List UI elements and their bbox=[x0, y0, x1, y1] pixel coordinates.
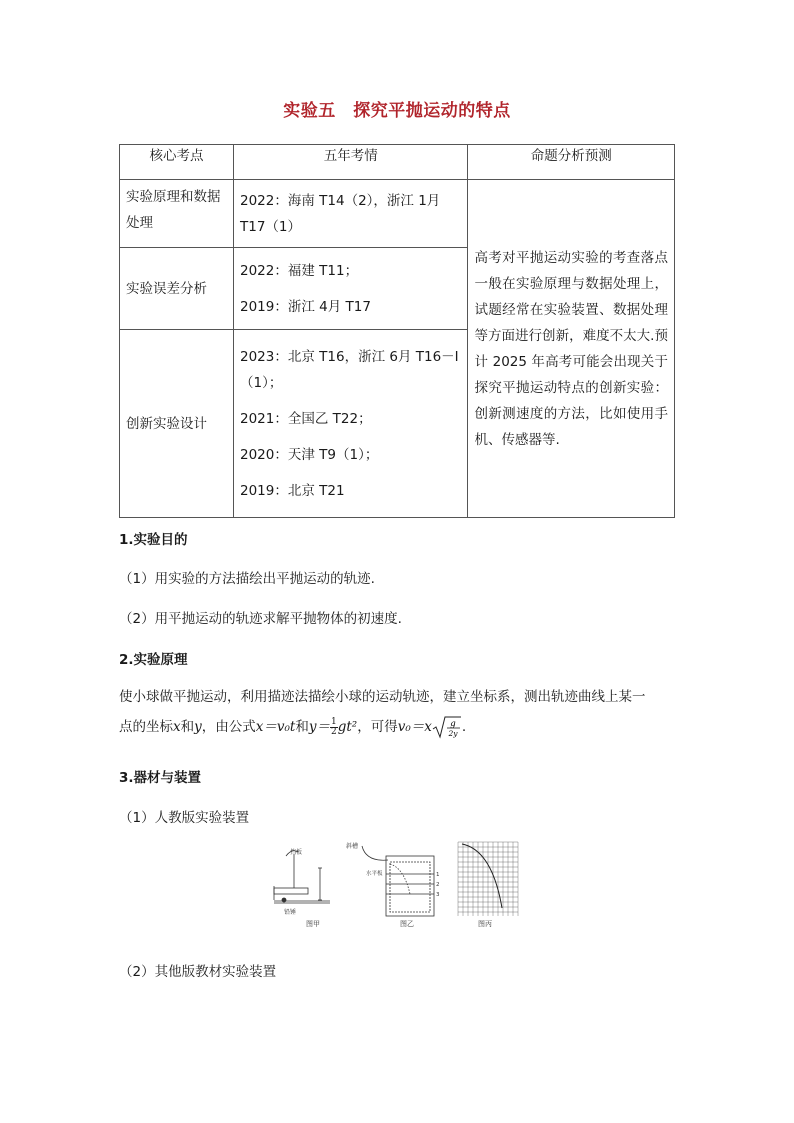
label-n1: 1 bbox=[436, 872, 440, 878]
apparatus-figure bbox=[270, 838, 530, 938]
exam-entry: 2022：福建 T11； bbox=[240, 262, 359, 279]
math-var: y bbox=[194, 719, 202, 735]
label-rod: 铅锤 bbox=[284, 909, 297, 916]
label-slope: 斜槽 bbox=[346, 843, 359, 850]
topic-cell: 创新实验设计 bbox=[120, 330, 234, 518]
section-heading-purpose: 1.实验目的 bbox=[119, 532, 188, 548]
sqrt-icon bbox=[432, 715, 462, 739]
section-heading-principle: 2.实验原理 bbox=[119, 652, 188, 668]
page-title: 实验五 探究平抛运动的特点 bbox=[283, 101, 511, 121]
equipment-sub1: （1）人教版实验装置 bbox=[119, 810, 250, 826]
section-heading-equipment: 3.器材与装置 bbox=[119, 770, 202, 786]
principle-line: 使小球做平抛运动，利用描迹法描绘小球的运动轨迹，建立坐标系，测出轨迹曲线上某一 bbox=[119, 689, 646, 705]
svg-text:2y: 2y bbox=[448, 729, 458, 738]
formula-x: x＝v₀t bbox=[255, 719, 296, 735]
header-five-year: 五年考情 bbox=[234, 145, 468, 180]
math-var: x bbox=[173, 719, 181, 735]
topic-cell: 实验误差分析 bbox=[120, 248, 234, 330]
label-n2: 2 bbox=[436, 882, 440, 888]
exam-entry: 2019：北京 T21 bbox=[240, 482, 345, 499]
exam-entry: 2021：全国乙 T22； bbox=[240, 410, 372, 427]
topic-cell: 实验原理和数据处理 bbox=[120, 180, 234, 248]
label-baffle: 挡板 bbox=[290, 849, 303, 856]
table-header-row bbox=[120, 145, 675, 180]
label-board: 水平板 bbox=[366, 871, 383, 877]
label-n3: 3 bbox=[436, 892, 440, 898]
text-span: 和 bbox=[180, 719, 195, 735]
formula-y-rhs: gt² bbox=[337, 719, 358, 735]
exam-entry: 2022：海南 T14（2），浙江 1月 T17（1） bbox=[240, 192, 441, 235]
table-row bbox=[120, 180, 675, 248]
purpose-item: （2）用平抛运动的轨迹求解平抛物体的初速度. bbox=[119, 611, 402, 627]
figure-a bbox=[274, 851, 330, 903]
purpose-item: （1）用实验的方法描绘出平抛运动的轨迹. bbox=[119, 571, 375, 587]
label-fig-a: 图甲 bbox=[306, 920, 320, 928]
prediction-cell: 高考对平抛运动实验的考查落点一般在实验原理与数据处理上，试题经常在实验装置、数据处理等方面进行创新，难度不太大.预计 2025 年高考可能会出现关于探究平抛运动特点的创新实验：创新测速度的方法，比如使用手机、传感器等. bbox=[468, 180, 675, 518]
svg-text:g: g bbox=[450, 719, 456, 729]
sqrt-expression bbox=[432, 712, 462, 742]
figure-b bbox=[362, 846, 434, 916]
exam-entry: 2023：北京 T16，浙江 6月 T16－Ⅰ（1）； bbox=[240, 348, 459, 391]
exam-cell bbox=[234, 330, 468, 518]
text-span: . bbox=[461, 719, 467, 735]
exam-cell bbox=[234, 248, 468, 330]
text-span: ，可得 bbox=[357, 719, 398, 735]
equipment-sub2: （2）其他版教材实验装置 bbox=[119, 964, 277, 980]
figure-c-grid bbox=[458, 842, 518, 916]
exam-analysis-table bbox=[119, 144, 675, 518]
principle-paragraph bbox=[119, 682, 675, 742]
principle-line bbox=[119, 712, 675, 742]
header-prediction: 命题分析预测 bbox=[468, 145, 675, 180]
header-core-topic: 核心考点 bbox=[120, 145, 234, 180]
label-fig-c: 图丙 bbox=[478, 920, 492, 928]
formula-v0: v₀＝x bbox=[397, 719, 432, 735]
text-span: 和 bbox=[295, 719, 309, 735]
exam-entry: 2020：天津 T9（1）； bbox=[240, 446, 379, 463]
label-fig-b: 图乙 bbox=[400, 920, 414, 928]
exam-entry: 2019：浙江 4月 T17 bbox=[240, 298, 371, 315]
fraction-half: $\frac{1}{2}$ bbox=[330, 716, 337, 737]
text-span: 点的坐标 bbox=[119, 719, 173, 735]
formula-y-lhs: y＝ bbox=[308, 719, 330, 735]
exam-cell bbox=[234, 180, 468, 248]
text-span: ，由公式 bbox=[201, 719, 256, 735]
